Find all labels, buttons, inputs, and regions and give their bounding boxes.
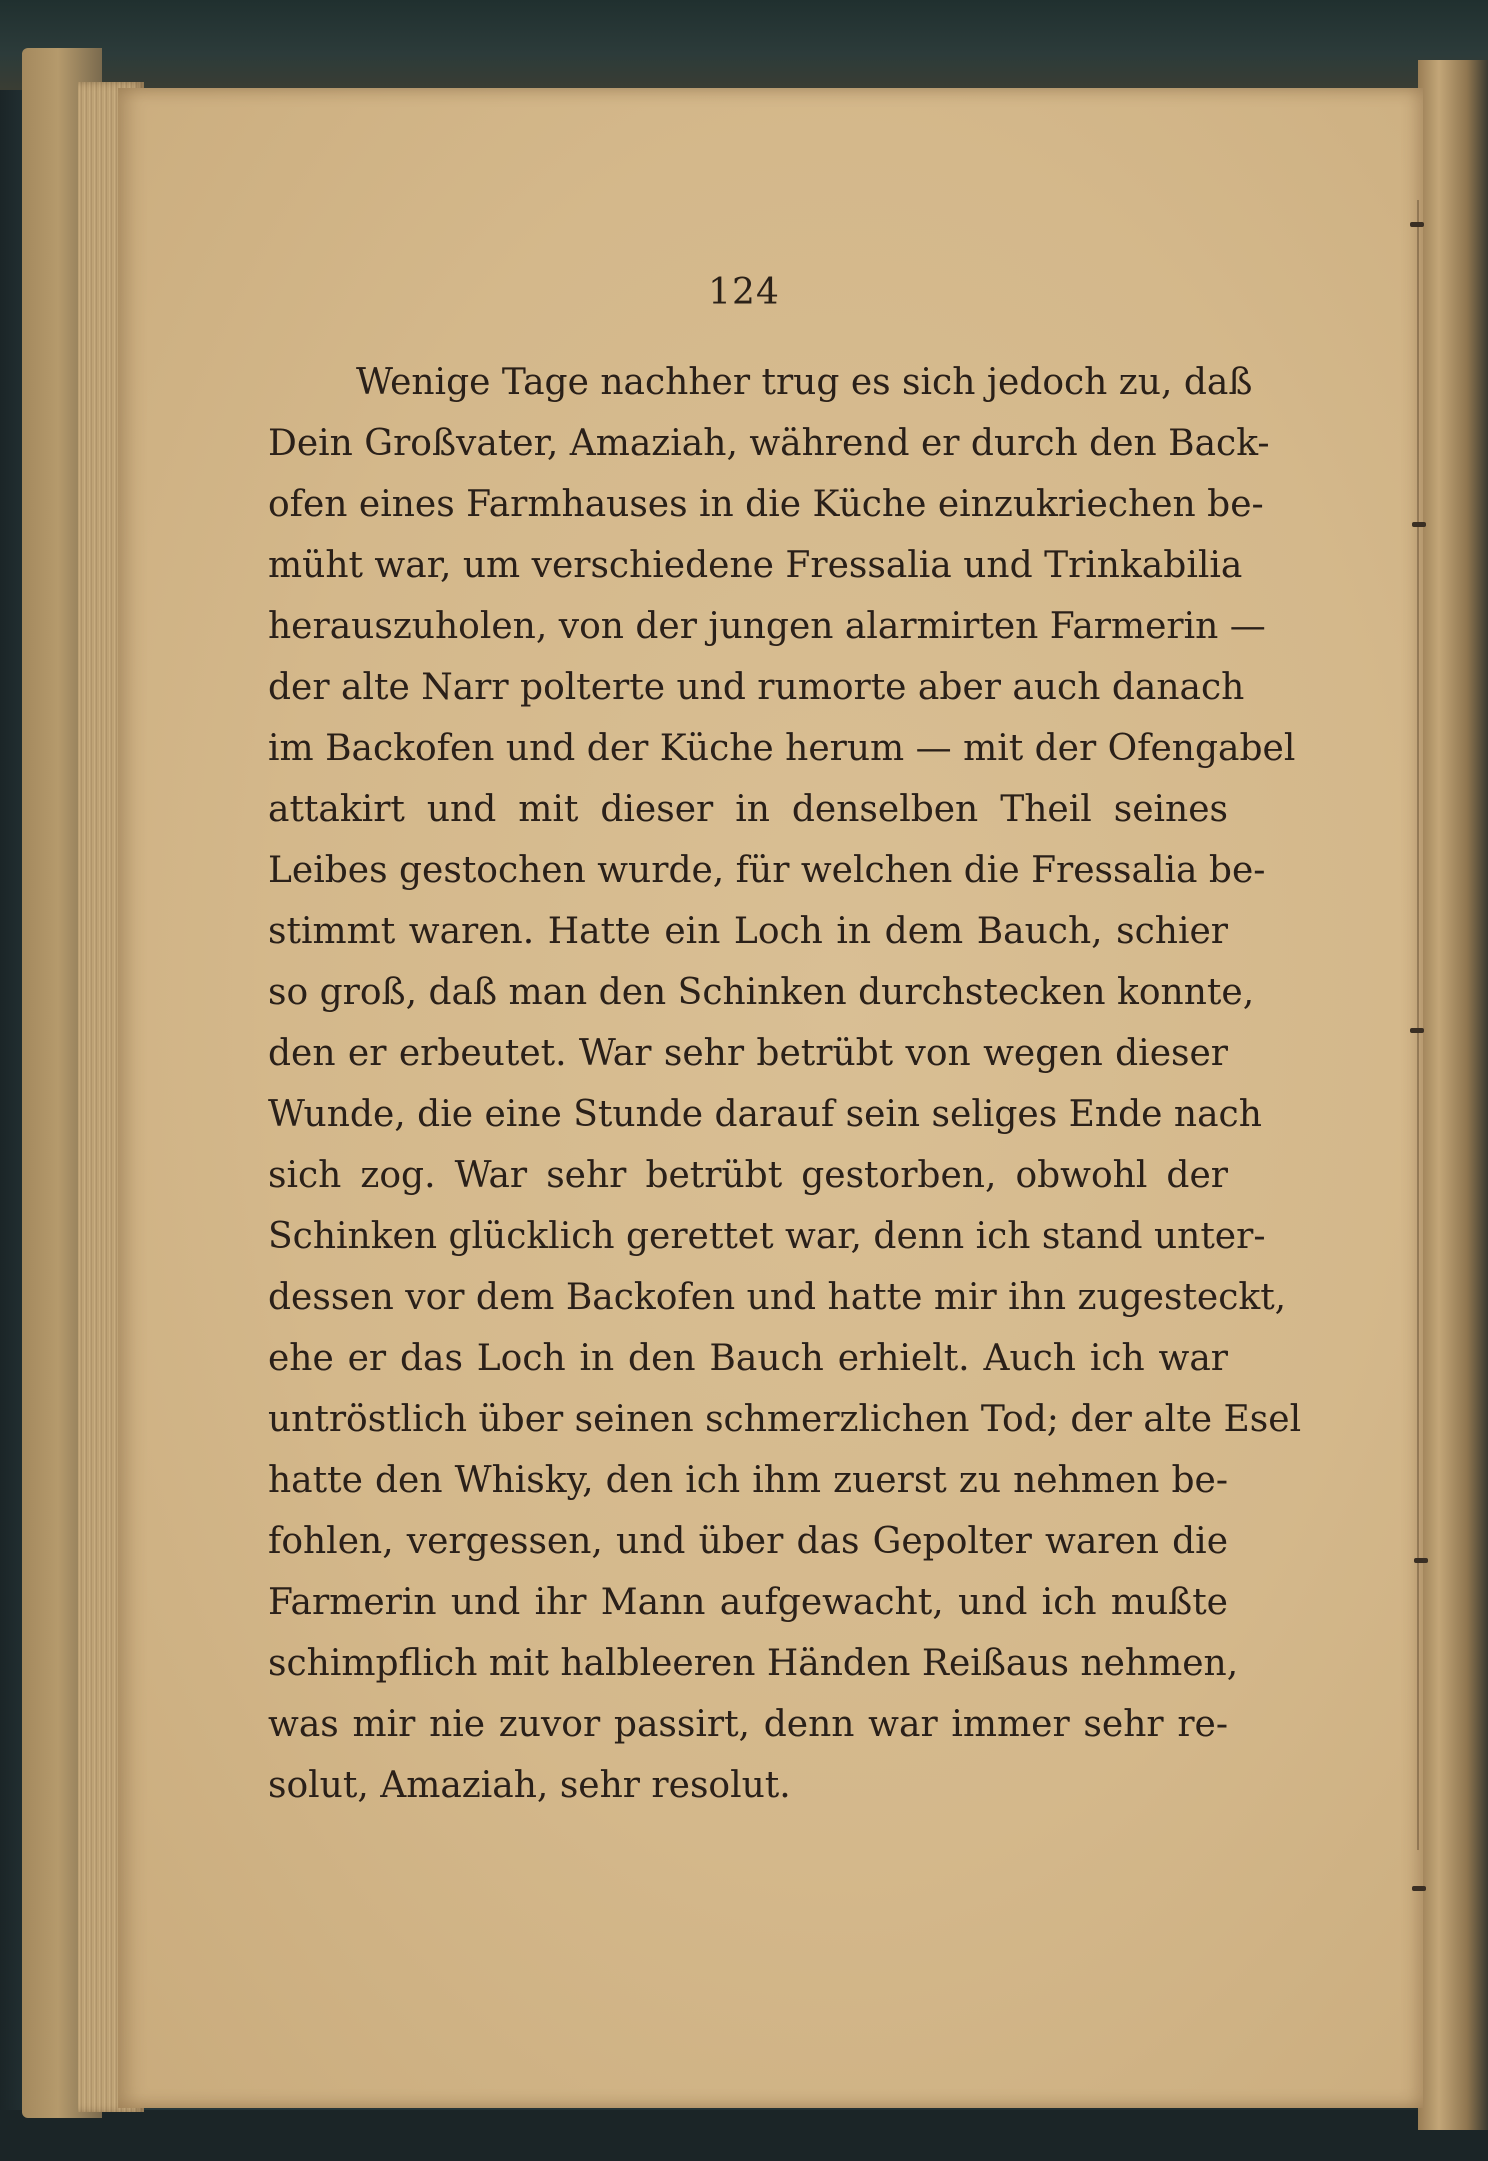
text-line: was mir nie zuvor passirt, denn war immer sehr re-	[268, 1704, 1228, 1745]
text-line: attakirt und mit dieser in denselben Theil seines	[268, 789, 1228, 830]
gutter-line	[1417, 200, 1419, 1850]
text-line: Wunde, die eine Stunde darauf sein seliges Ende nach	[268, 1094, 1262, 1135]
text-line: herauszuholen, von der jungen alarmirten Farmerin —	[268, 606, 1266, 647]
text-line: ofen eines Farmhauses in die Küche einzukriechen be-	[268, 484, 1264, 525]
text-line: hatte den Whisky, den ich ihm zuerst zu nehmen be-	[268, 1460, 1228, 1501]
text-line: untröstlich über seinen schmerzlichen Tod; der alte Esel	[268, 1399, 1302, 1440]
text-line: Farmerin und ihr Mann aufgewacht, und ich mußte	[268, 1582, 1228, 1623]
paper-speck	[1412, 522, 1426, 527]
text-line: dessen vor dem Backofen und hatte mir ihn zugesteckt,	[268, 1277, 1287, 1318]
text-line: stimmt waren. Hatte ein Loch in dem Bauch, schier	[268, 911, 1228, 952]
paper-speck	[1410, 222, 1424, 227]
body-text	[268, 352, 1302, 1816]
text-line: Schinken glücklich gerettet war, denn ich stand unter-	[268, 1216, 1266, 1257]
page-number: 124	[708, 272, 780, 313]
text-line: sich zog. War sehr betrübt gestorben, obwohl der	[268, 1155, 1228, 1196]
text-line: so groß, daß man den Schinken durchstecken konnte,	[268, 972, 1255, 1013]
text-line: Wenige Tage nachher trug es sich jedoch zu, daß	[356, 362, 1253, 403]
book-cover-top	[0, 0, 1488, 90]
page-edge-right	[1418, 60, 1488, 2130]
paper-speck	[1412, 1886, 1426, 1891]
text-line: ehe er das Loch in den Bauch erhielt. Auch ich war	[268, 1338, 1228, 1379]
paper-speck	[1414, 1558, 1428, 1563]
text-line: fohlen, vergessen, und über das Gepolter waren die	[268, 1521, 1228, 1562]
paper-speck	[1410, 1028, 1424, 1033]
book-cover-bottom	[0, 2110, 1488, 2161]
text-line: der alte Narr polterte und rumorte aber auch danach	[268, 667, 1245, 708]
text-line: den er erbeutet. War sehr betrübt von wegen dieser	[268, 1033, 1228, 1074]
text-line: solut, Amaziah, sehr resolut.	[268, 1765, 791, 1806]
text-line: Leibes gestochen wurde, für welchen die Fressalia be-	[268, 850, 1266, 891]
text-line: schimpflich mit halbleeren Händen Reißaus nehmen,	[268, 1643, 1239, 1684]
text-line: im Backofen und der Küche herum — mit der Ofengabel	[268, 728, 1296, 769]
text-line: Dein Großvater, Amaziah, während er durch den Back-	[268, 423, 1270, 464]
text-line: müht war, um verschiedene Fressalia und Trinkabilia	[268, 545, 1243, 586]
